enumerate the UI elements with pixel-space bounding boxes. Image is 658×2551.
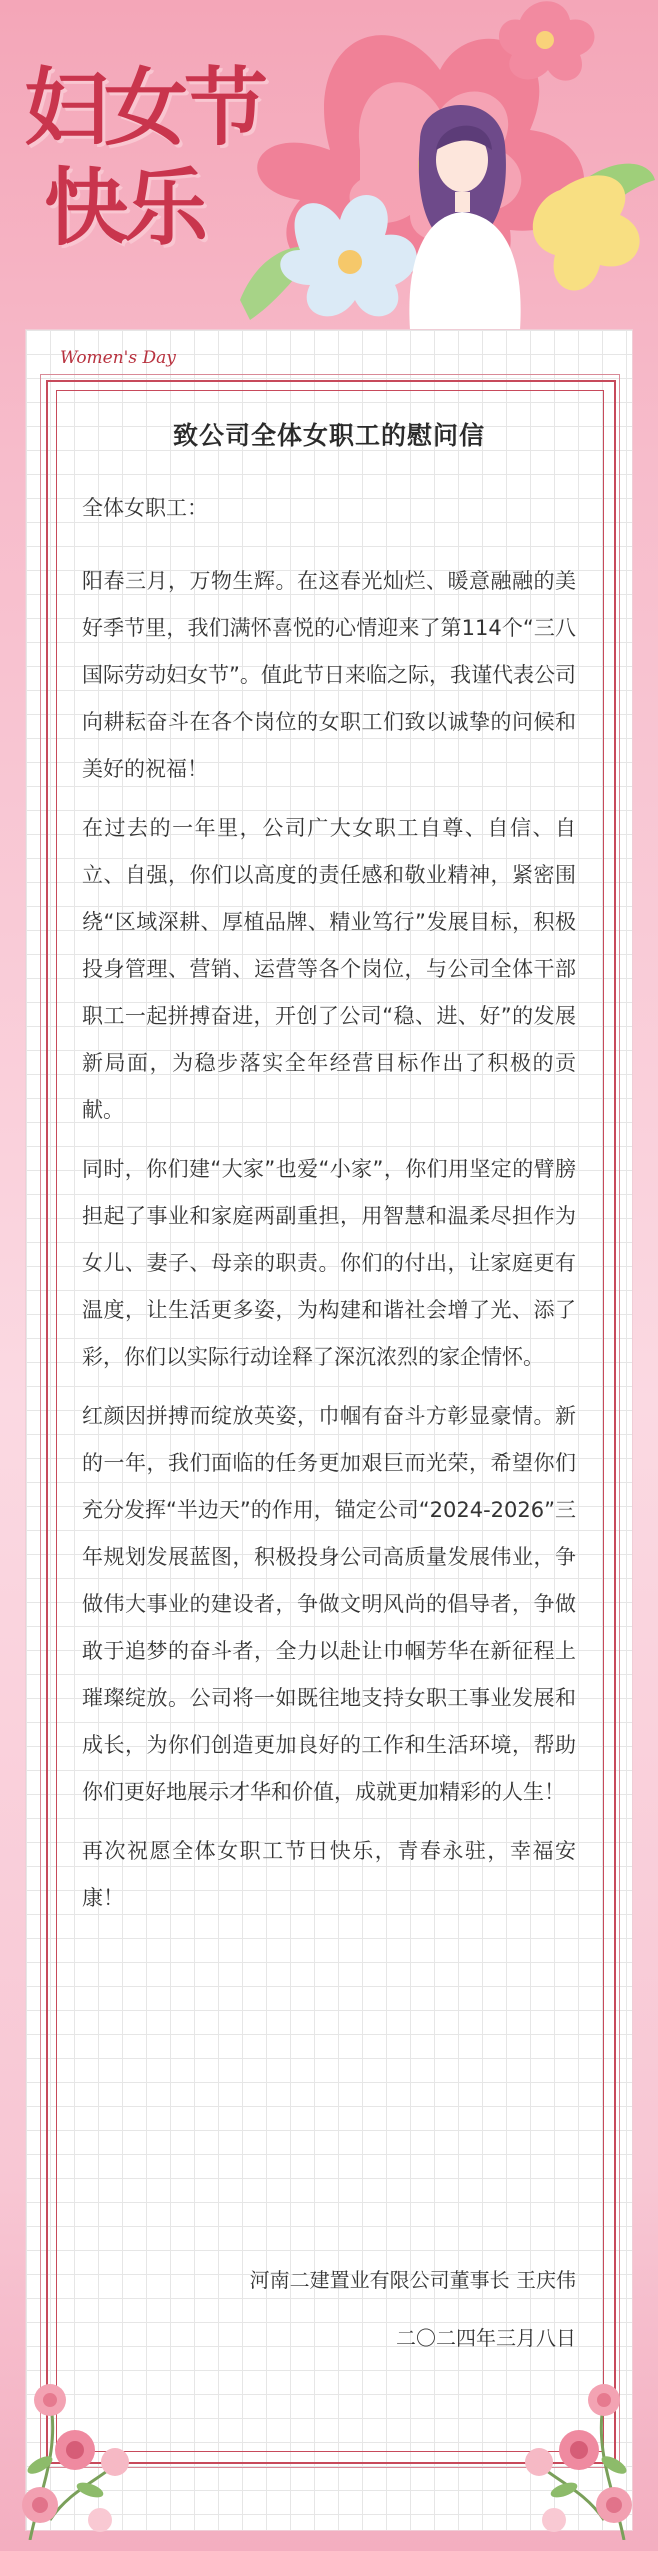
letter-content <box>82 416 576 1934</box>
letter-paragraph: 再次祝愿全体女职工节日快乐，青春永驻，幸福安康！ <box>82 1839 576 1910</box>
letter-paragraph: 阳春三月，万物生辉。在这春光灿烂、暖意融融的美好季节里，我们满怀喜悦的心情迎来了第114个“三八国际劳动妇女节”。值此节日来临之际，我谨代表公司向耕耘奋斗在各个岗位的女职工们致以诚挚的问候和美好的祝福！ <box>82 569 576 781</box>
letter-salutation: 全体女职工： <box>82 496 208 520</box>
letter-title: 致公司全体女职工的慰问信 <box>172 421 485 450</box>
letter-date: 二〇二四年三月八日 <box>396 2326 576 2350</box>
title-art-line-1: 妇女节 <box>24 59 265 157</box>
festival-title-art <box>24 58 284 258</box>
floral-corner-left <box>10 2370 140 2540</box>
letter-paper <box>26 330 632 2530</box>
header-banner <box>0 0 658 330</box>
small-flower <box>499 1 595 80</box>
letter-paragraph: 红颜因拼搏而绽放英姿，巾帼有奋斗方彰显豪情。新的一年，我们面临的任务更加艰巨而光荣，希望你们充分发挥“半边天”的作用，锚定公司“2024-2026”三年规划发展蓝图，积极投身公司高质量发展伟业，争做伟大事业的建设者，争做文明风尚的倡导者，争做敢于追梦的奋斗者，全力以赴让巾帼芳华在新征程上璀璨绽放。公司将一如既往地支持女职工事业发展和成长，为你们创造更加良好的工作和生活环境，帮助你们更好地展示才华和价值，成就更加精彩的人生！ <box>82 1404 576 1804</box>
letter-paragraph: 在过去的一年里，公司广大女职工自尊、自信、自立、自强，你们以高度的责任感和敬业精神，紧密围绕“区域深耕、厚植品牌、精业笃行”发展目标，积极投身管理、营销、运营等各个岗位，与公司全体干部职工一起拼搏奋进，开创了公司“稳、进、好”的发展新局面，为稳步落实全年经营目标作出了积极的贡献。 <box>82 816 576 1122</box>
womens-day-tagline: Women's Day <box>60 348 176 368</box>
letter-signature: 河南二建置业有限公司董事长 王庆伟 <box>249 2268 576 2292</box>
letter-paragraph: 同时，你们建“大家”也爱“小家”，你们用坚定的臂膀担起了事业和家庭两副重担，用智慧和温柔尽担作为女儿、妻子、母亲的职责。你们的付出，让家庭更有温度，让生活更多姿，为构建和谐社会增了光、添了彩，你们以实际行动诠释了深沉浓烈的家企情怀。 <box>82 1157 576 1369</box>
floral-corner-right <box>514 2370 644 2540</box>
title-art-line-2: 快乐 <box>44 159 205 257</box>
